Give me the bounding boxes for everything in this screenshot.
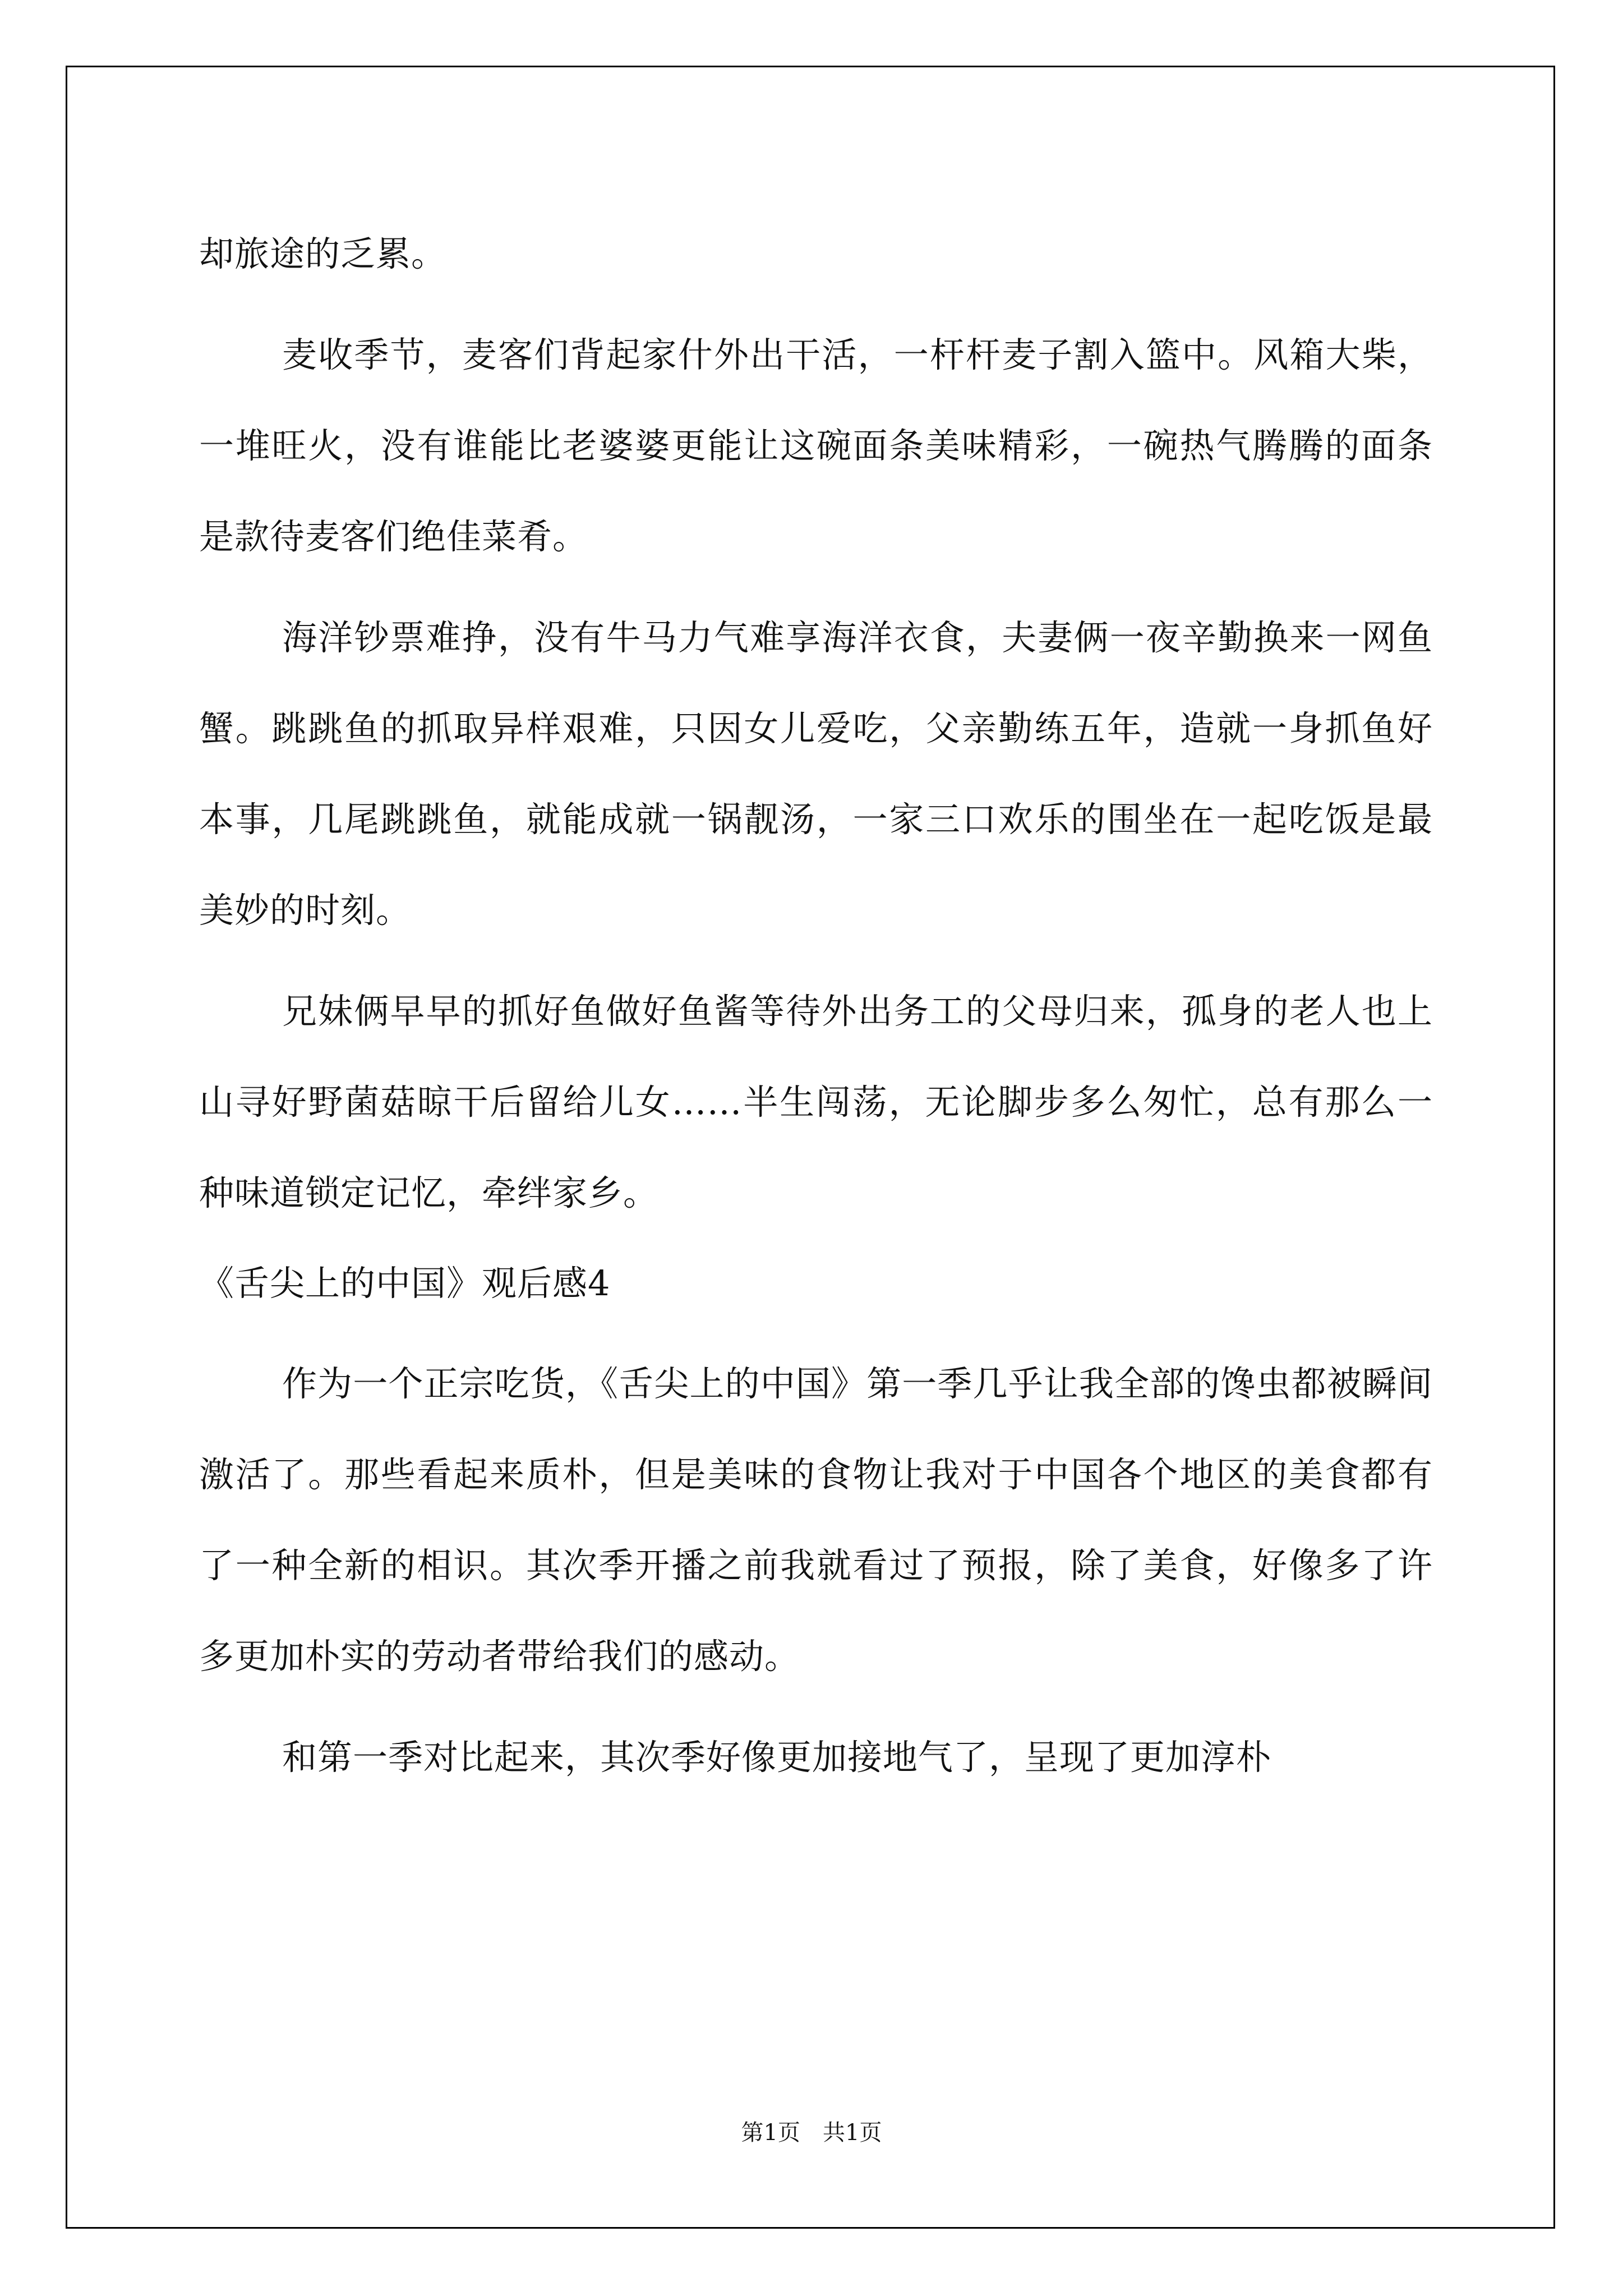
paragraph-sea: 海洋钞票难挣，没有牛马力气难享海洋衣食，夫妻俩一夜辛勤换来一网鱼蟹。跳跳鱼的抓取异样艰难，只因女儿爱吃，父亲勤练五年，造就一身抓鱼好本事，几尾跳跳鱼，就能成就一锅靓汤，一家三口欢乐的围坐在一起吃饭是最美妙的时刻。 [199, 617, 1433, 931]
page-number: 第1页 [741, 2120, 800, 2146]
paragraph-comparison: 和第一季对比起来，其次季好像更加接地气了，呈现了更加淳朴 [282, 1737, 1272, 1778]
page-footer [0, 2115, 1623, 2147]
paragraph-siblings: 兄妹俩早早的抓好鱼做好鱼酱等待外出务工的父母归来，孤身的老人也上山寻好野菌菇晾干后留给儿女……半生闯荡，无论脚步多么匆忙，总有那么一种味道锁定记忆，牵绊家乡。 [199, 991, 1433, 1213]
document-body [199, 209, 1433, 1803]
section-heading: 《舌尖上的中国》观后感4 [199, 1263, 611, 1304]
paragraph-harvest: 麦收季节，麦客们背起家什外出干活，一杆杆麦子割入篮中。风箱大柴，一堆旺火，没有谁能比老婆婆更能让这碗面条美味精彩，一碗热气腾腾的面条是款待麦客们绝佳菜肴。 [199, 334, 1433, 557]
page-total: 共1页 [823, 2120, 882, 2146]
paragraph-continuation: 却旅途的乏累。 [199, 233, 447, 274]
paragraph-foodie: 作为一个正宗吃货，《舌尖上的中国》第一季几乎让我全部的馋虫都被瞬间激活了。那些看起来质朴，但是美味的食物让我对于中国各个地区的美食都有了一种全新的相识。其次季开播之前我就看过了预报，除了美食，好像多了许多更加朴实的劳动者带给我们的感动。 [199, 1363, 1433, 1677]
